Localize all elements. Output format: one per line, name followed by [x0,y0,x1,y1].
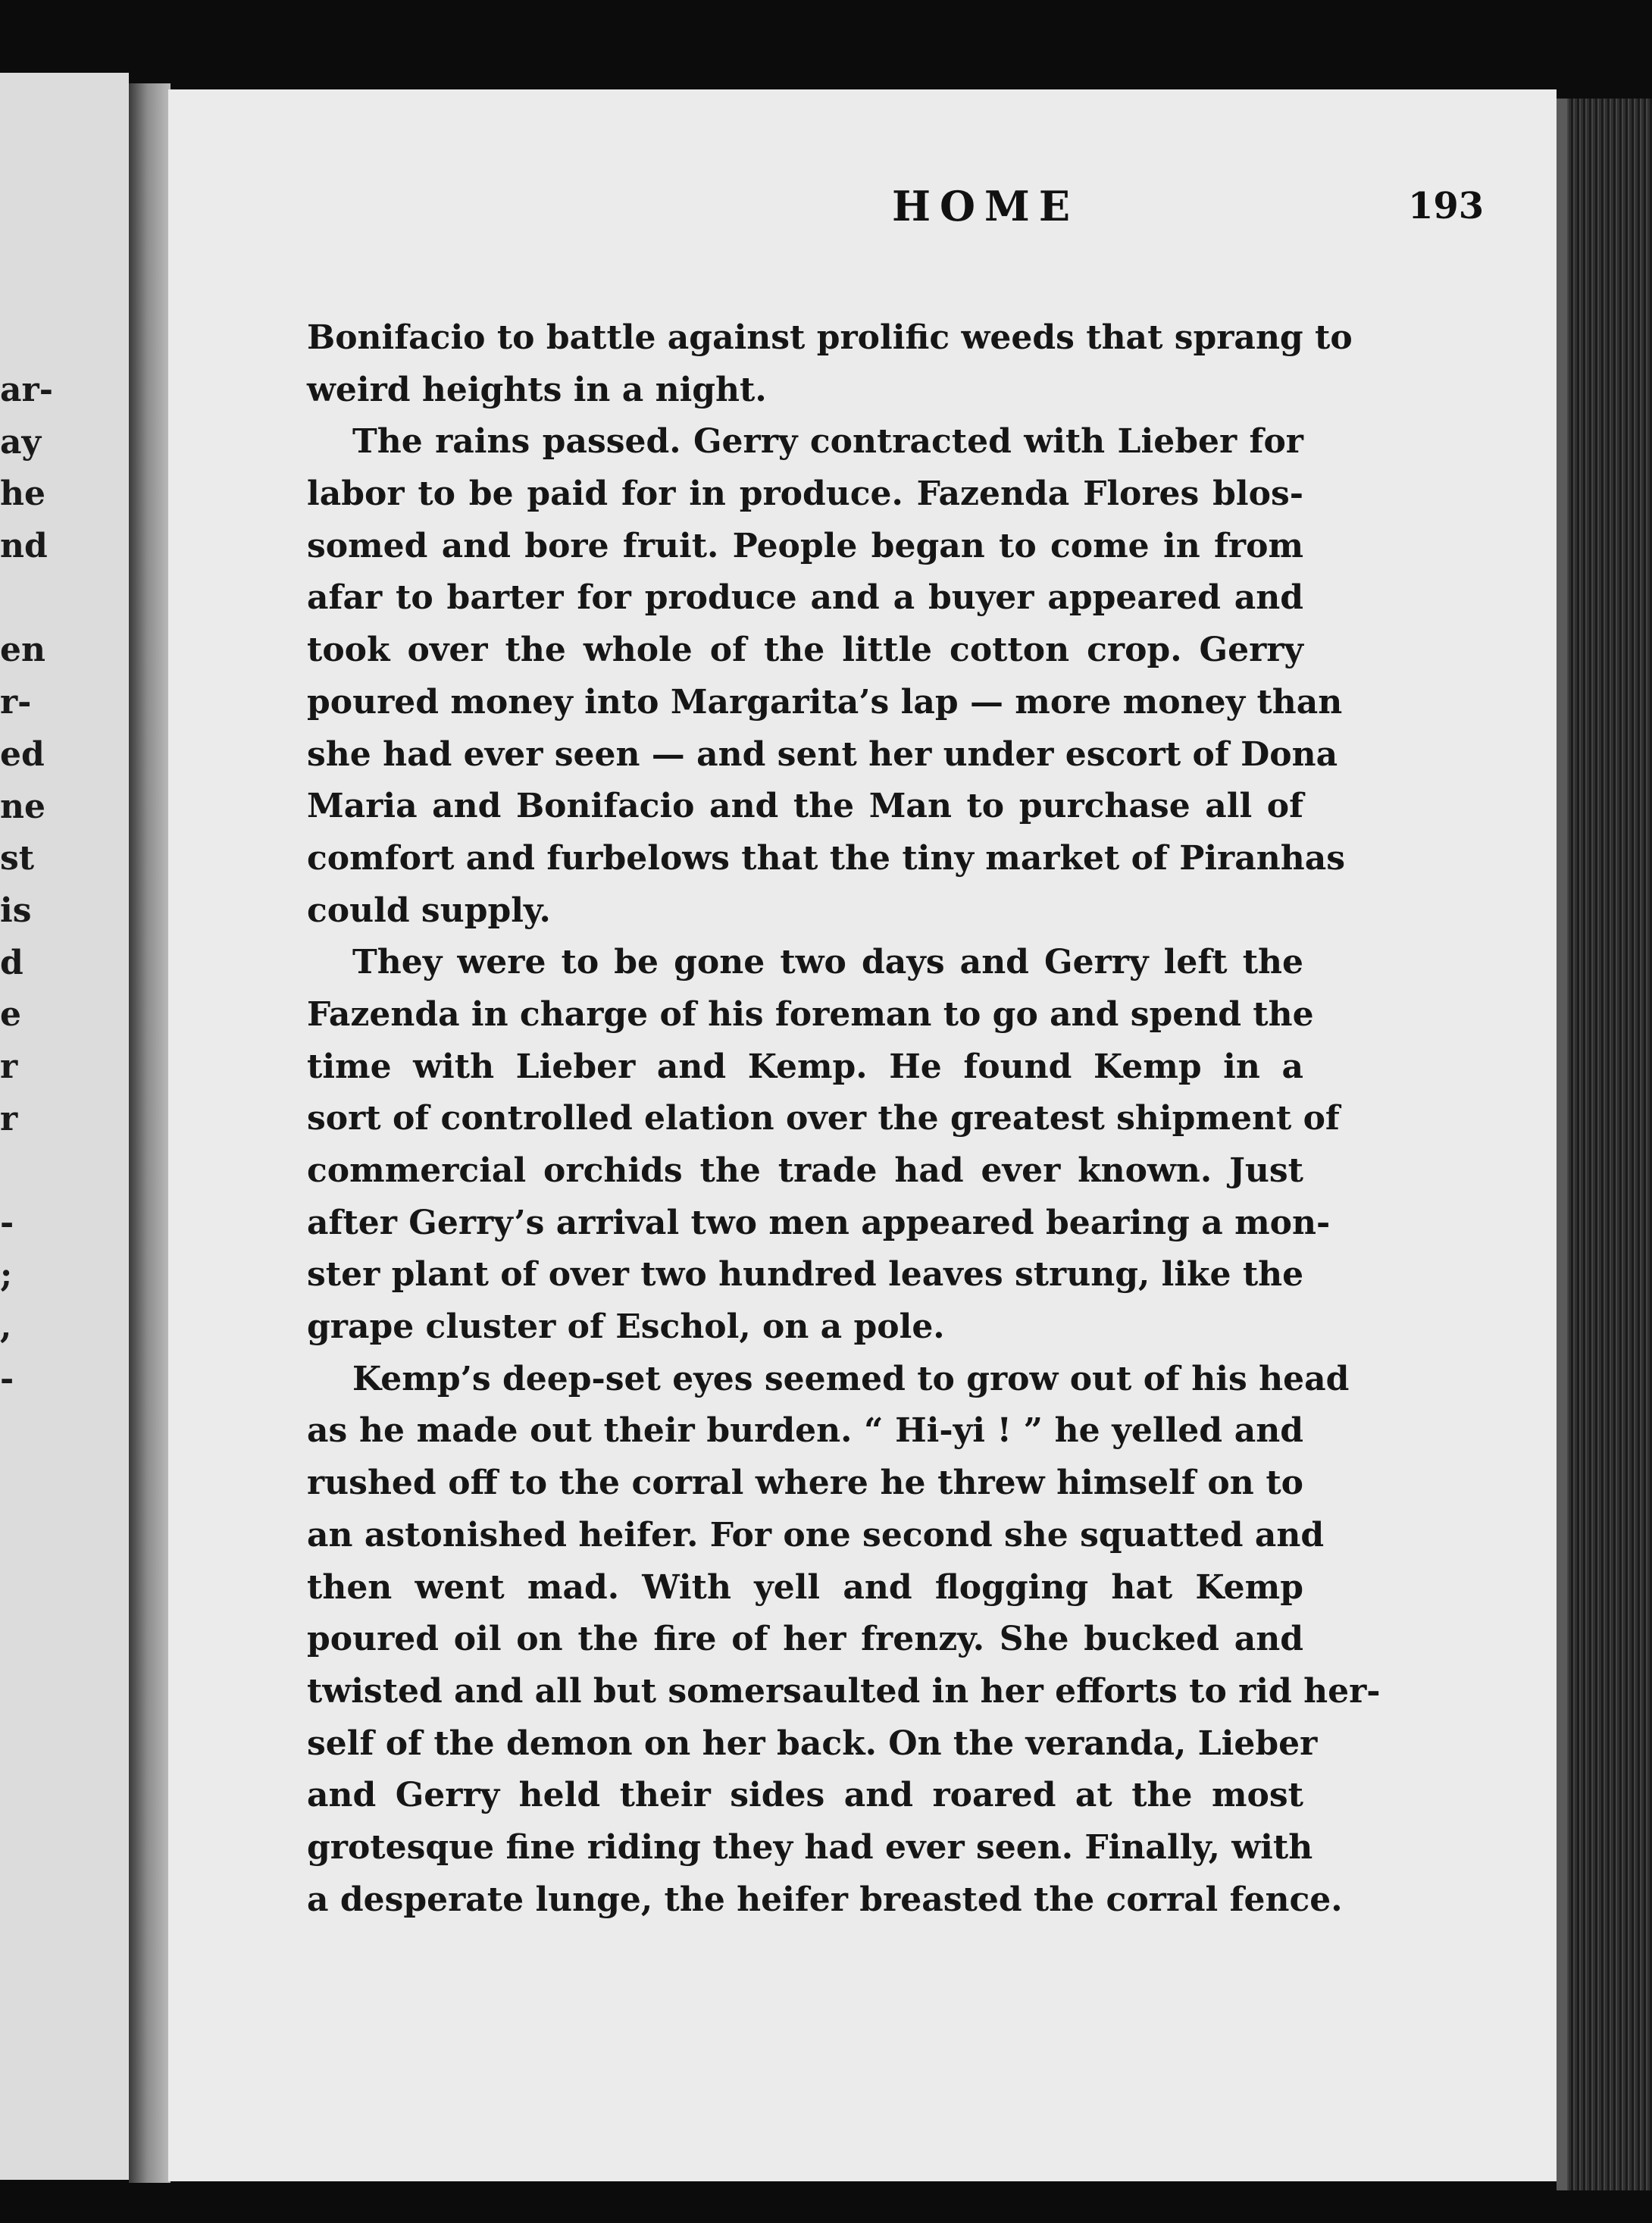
left-fragment: ne [0,787,45,826]
page-number: 193 [1408,185,1485,227]
text-line: and Gerry held their sides and roared at the most [307,1776,1303,1815]
left-fragment [0,573,45,625]
text-line: she had ever seen — and sent her under escort of Dona [307,734,1338,774]
text-line: after Gerry’s arrival two men appeared bearing a mon- [307,1203,1331,1242]
text-line: comfort and furbelows that the tiny market of Piranhas [307,838,1345,878]
text-line: sort of controlled elation over the greatest shipment of [307,1099,1340,1138]
text-line: an astonished heifer. For one second she squatted and [307,1515,1325,1555]
text-line: took over the whole of the little cotton crop. Gerry [307,631,1303,670]
text-line: self of the demon on her back. On the veranda, Lieber [307,1724,1318,1763]
text-line: weird heights in a night. [307,370,767,409]
text-line: as he made out their burden. “ Hi-yi ! ” he yelled and [307,1411,1303,1451]
left-fragment: he [0,474,45,514]
text-line: The rains passed. Gerry contracted with Lieber for [352,422,1303,462]
left-fragment: st [0,839,35,878]
left-fragment: ; [0,1255,13,1295]
text-line: They were to be gone two days and Gerry left the [352,943,1303,982]
text-line: Maria and Bonifacio and the Man to purchase all of [307,787,1303,826]
text-line: somed and bore fruit. People began to come in from [307,526,1303,565]
left-fragment: ar- [0,371,53,409]
left-fragment: - [0,1360,14,1399]
text-line: grotesque fine riding they had ever seen. Finally, with [307,1827,1313,1867]
left-fragment: e [0,995,21,1035]
left-fragment: r- [0,683,32,722]
left-fragment: r [0,1099,18,1138]
left-fragment: - [0,1204,14,1242]
text-line: Kemp’s deep-set eyes seemed to grow out of his head [352,1359,1350,1398]
page-fore-edge [1557,99,1652,2190]
text-line: commercial orchids the trade had ever known. Just [307,1151,1303,1190]
text-line: ster plant of over two hundred leaves strung, like the [307,1255,1304,1295]
text-line: could supply. [307,891,551,930]
running-head: HOME [892,182,1079,230]
gutter-shadow [129,83,171,2183]
left-fragment: , [0,1307,12,1347]
text-line: Fazenda in charge of his foreman to go and spend the [307,994,1314,1034]
left-fragment: nd [0,527,48,566]
text-line: poured money into Margarita’s lap — more money than [307,682,1343,722]
text-line: time with Lieber and Kemp. He found Kemp in a [307,1047,1303,1086]
text-line: then went mad. With yell and flogging hat Kemp [307,1567,1303,1607]
text-line: Bonifacio to battle against prolific weeds that sprang to [307,318,1353,357]
left-fragment: en [0,631,45,670]
text-line: poured oil on the fire of her frenzy. She bucked and [307,1620,1303,1659]
text-line: a desperate lunge, the heifer breasted the corral fence. [307,1880,1343,1919]
text-line: rushed off to the corral where he threw himself on to [307,1464,1303,1503]
left-fragment: is [0,891,32,930]
left-fragment: r [0,1047,18,1086]
text-line: twisted and all but somersaulted in her efforts to rid her- [307,1671,1381,1711]
left-fragment: ay [0,422,42,462]
left-page-text-fragments [0,365,53,1406]
text-line: afar to barter for produce and a buyer appeared and [307,578,1303,618]
left-page-edge [0,73,129,2180]
left-fragment: d [0,943,23,982]
text-line: grape cluster of Eschol, on a pole. [307,1307,945,1347]
text-line: labor to be paid for in produce. Fazenda Flores blos- [307,474,1303,514]
body-text [307,312,1381,1926]
left-fragment [0,1145,45,1198]
left-fragment: ed [0,734,45,774]
